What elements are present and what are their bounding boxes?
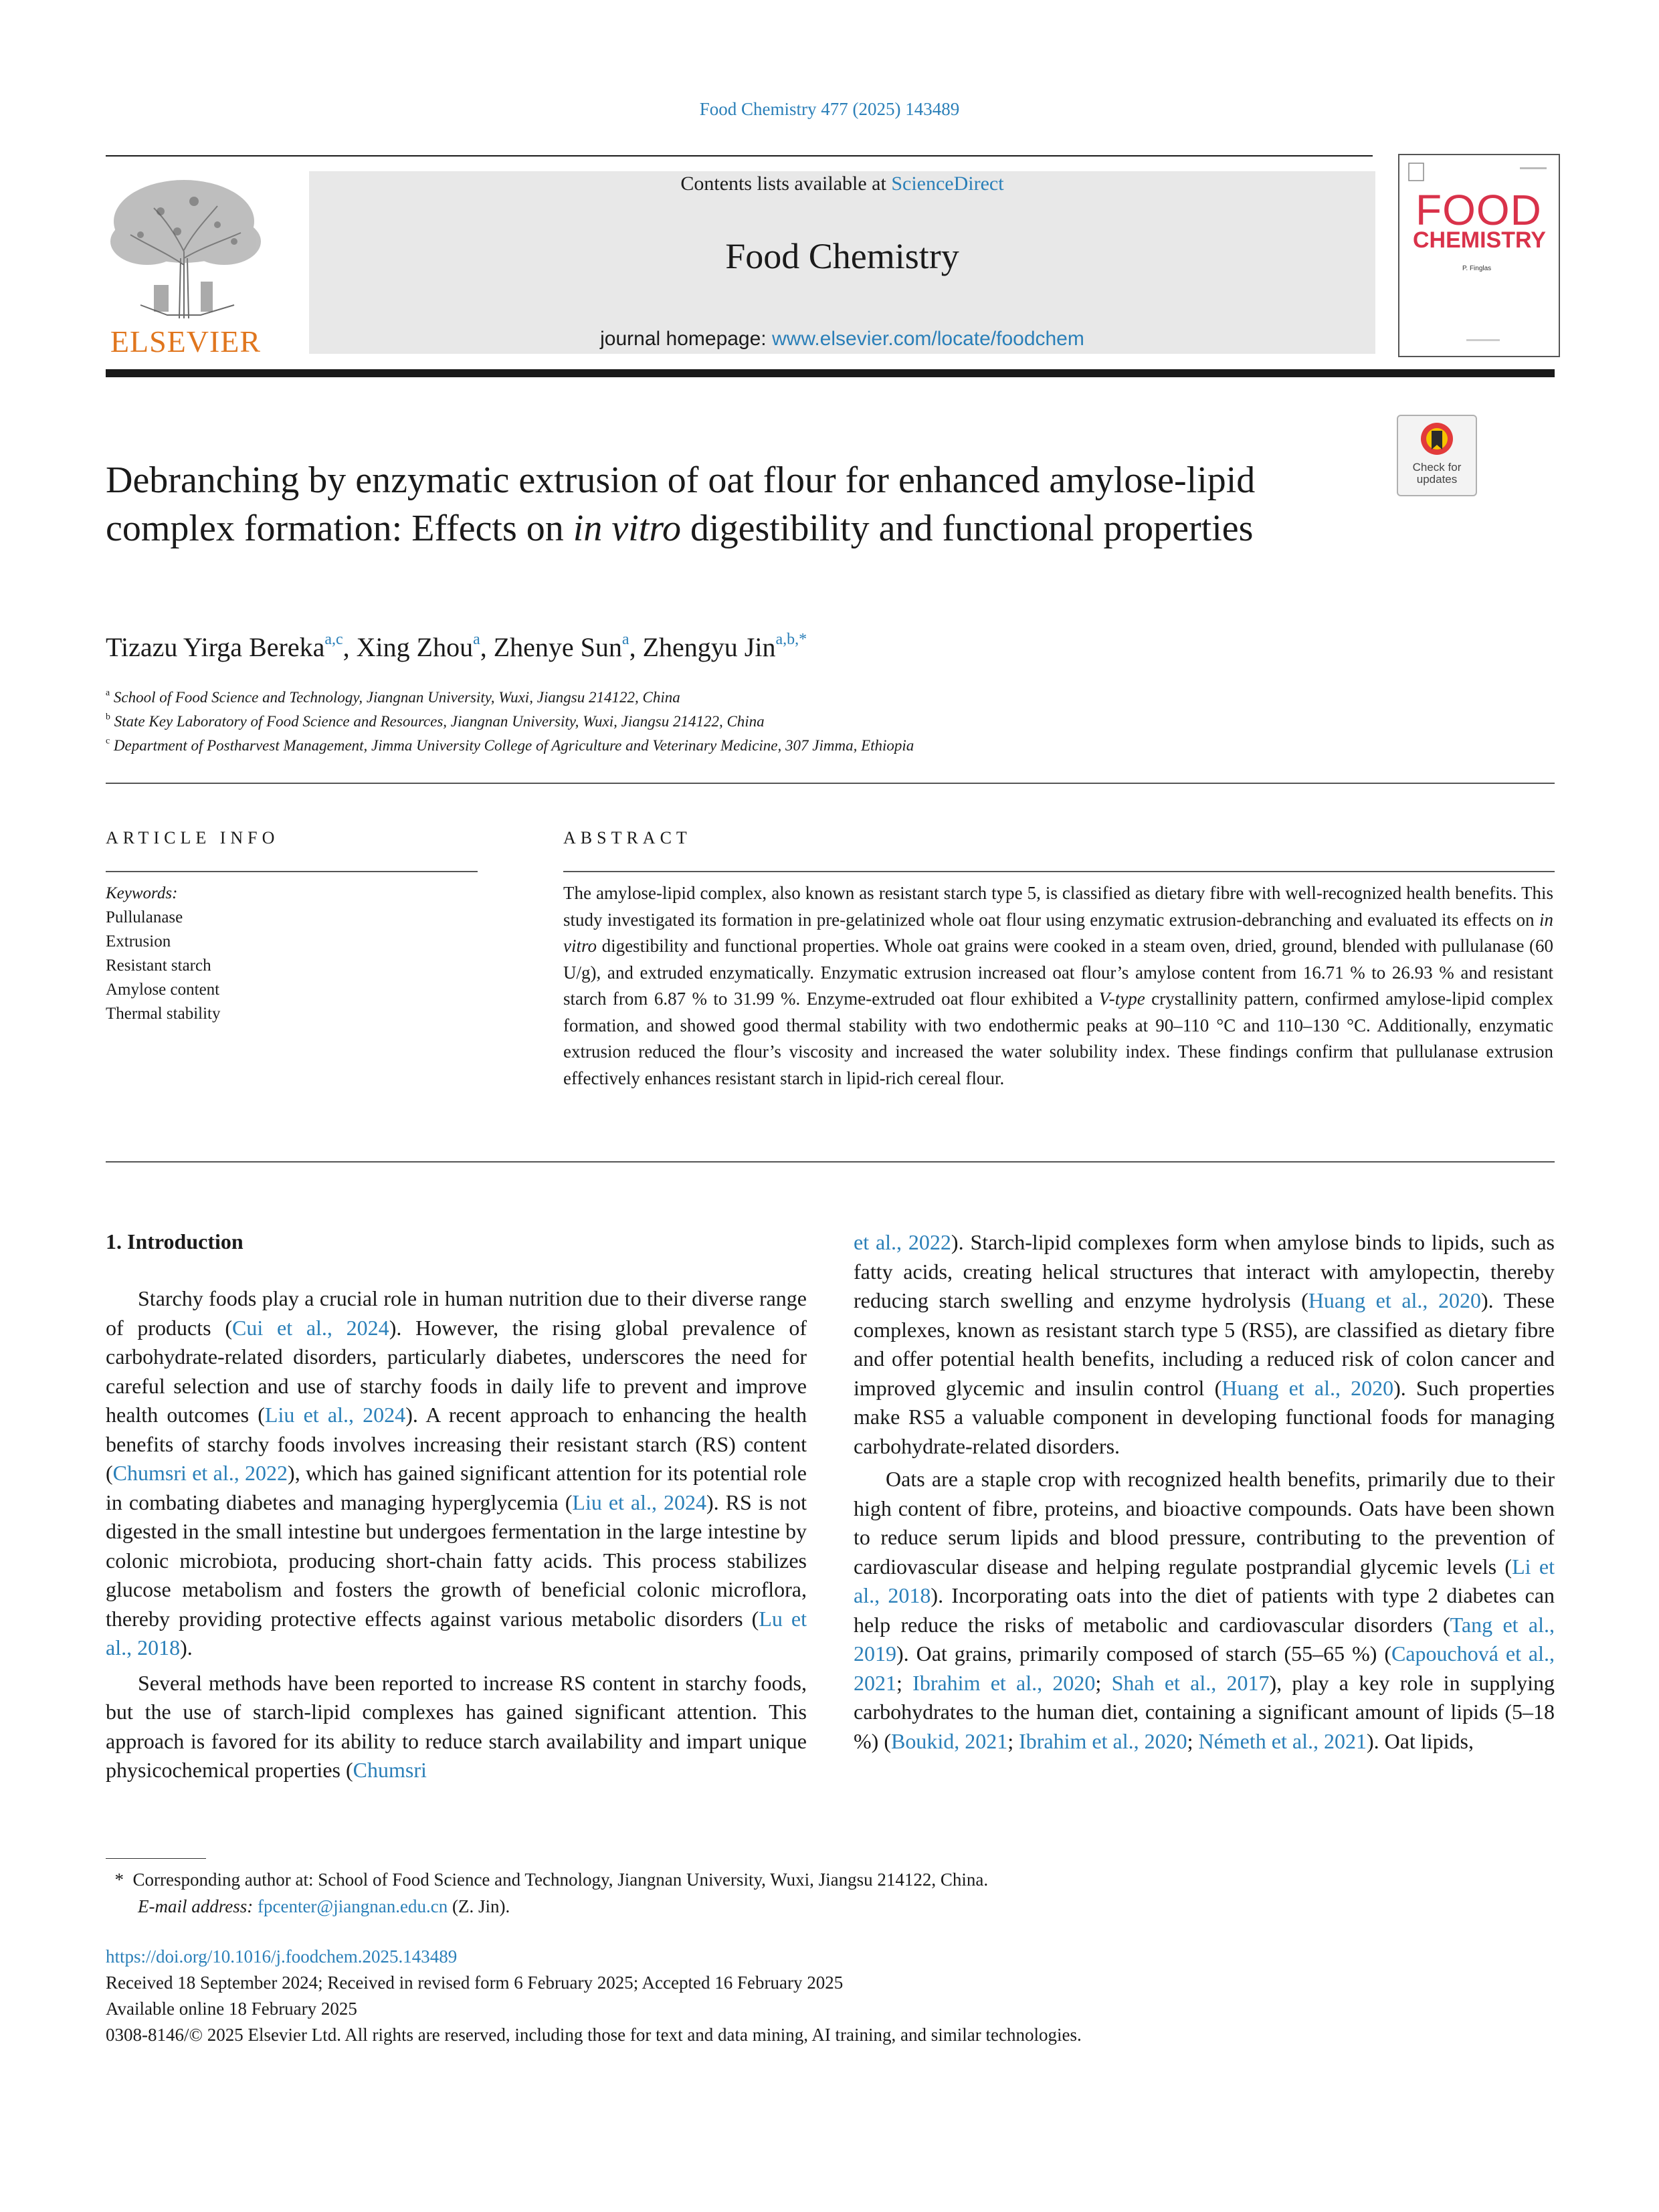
keywords-block bbox=[106, 882, 220, 1026]
article-info-heading: ARTICLE INFO bbox=[106, 828, 280, 847]
text-run: ). Oat lipids, bbox=[1366, 1728, 1474, 1753]
affiliation-mark: b bbox=[106, 711, 110, 722]
citation-link[interactable]: Ibrahim et al., 2020 bbox=[1019, 1728, 1187, 1753]
journal-homepage bbox=[309, 328, 1375, 350]
contents-availability bbox=[309, 173, 1375, 195]
email-suffix: (Z. Jin). bbox=[448, 1896, 510, 1916]
email-label: E-mail address: bbox=[138, 1896, 254, 1916]
abstract-segment: The amylose-lipid complex, also known as resistant starch type 5, is classified as dietary fibre with well-recognized health benefits. This study investigated its formation in pre-gelatinized whole oat flour using enzymatic extrusion-debranching and evaluated its effects on bbox=[563, 883, 1553, 930]
body-paragraph bbox=[854, 1228, 1555, 1461]
text-run: ). Oat grains, primarily composed of starch (55–65 %) ( bbox=[896, 1641, 1391, 1666]
corresponding-author-text: Corresponding author at: School of Food Science and Technology, Jiangnan University, Wuxi, Jiangsu 214122, China. bbox=[132, 1870, 989, 1890]
affiliation-text: Department of Postharvest Management, Jimma University College of Agriculture and Veterinary Medicine, 307 Jimma, Ethiopia bbox=[113, 737, 914, 754]
keywords-label: Keywords: bbox=[106, 884, 178, 902]
abstract-segment: crystallinity pattern, confirmed amylose-lipid complex formation, and showed good thermal stability with two endothermic peaks at 90–110 °C and 110–130 °C. Additionally, enzymatic extrusion reduced the flour’s viscosity and increased the water solubility index. These findings confirm that pullulanase extrusion effectively enhances resistant starch in lipid-rich cereal flour. bbox=[563, 989, 1553, 1088]
citation-link[interactable]: Tang et al., 2019 bbox=[854, 1612, 1555, 1666]
citation-link[interactable]: Huang et al., 2020 bbox=[1222, 1375, 1394, 1400]
received-dates: Received 18 September 2024; Received in revised form 6 February 2025; Accepted 16 February 2025 bbox=[106, 1973, 844, 1993]
journal-citation-link[interactable]: Food Chemistry 477 (2025) 143489 bbox=[699, 99, 960, 119]
journal-cover-thumbnail[interactable] bbox=[1398, 154, 1560, 357]
text-run: Oats are a staple crop with recognized health benefits, primarily due to their high content of fibre, proteins, and bioactive compounds. Oats have been shown to reduce serum lipids and blood pressure, contributing to the prevention of cardiovascular disease and helping regulate postprandial glycemic levels ( bbox=[854, 1467, 1555, 1579]
text-run: ; bbox=[1095, 1670, 1112, 1695]
text-run: ). A recent approach to enhancing the health benefits of starchy foods involves increasing their resistant starch (RS) content ( bbox=[106, 1403, 807, 1485]
citation-link[interactable]: Chumsri bbox=[353, 1758, 427, 1782]
keyword-item: Pullulanase bbox=[106, 908, 183, 926]
abstract-rule bbox=[563, 871, 1555, 872]
sciencedirect-link[interactable]: ScienceDirect bbox=[891, 173, 1004, 195]
text-run: ; bbox=[1007, 1728, 1019, 1753]
affiliation-text: State Key Laboratory of Food Science and Resources, Jiangnan University, Wuxi, Jiangsu 214122, China bbox=[114, 713, 765, 730]
text-run: ). Incorporating oats into the diet of patients with type 2 diabetes can help reduce the risks of metabolic and cardiovascular disorders ( bbox=[854, 1583, 1555, 1637]
elsevier-wordmark: ELSEVIER bbox=[110, 324, 262, 359]
abstract-text bbox=[563, 880, 1553, 1092]
copyright-notice: 0308-8146/© 2025 Elsevier Ltd. All rights are reserved, including those for text and data mining, AI training, and similar technologies. bbox=[106, 2025, 1082, 2045]
article-footer bbox=[106, 1944, 1082, 2048]
author-list bbox=[106, 631, 807, 663]
citation-link[interactable]: Liu et al., 2024 bbox=[264, 1403, 406, 1427]
footnote-rule bbox=[106, 1858, 206, 1859]
citation-link[interactable]: Ibrahim et al., 2020 bbox=[912, 1670, 1096, 1695]
title-part-2: digestibility and functional properties bbox=[681, 508, 1254, 549]
citation-link[interactable]: Shah et al., 2017 bbox=[1111, 1670, 1270, 1695]
text-run: ). RS is not digested in the small intestine but undergoes fermentation in the large intestine by colonic microbiota, producing short-chain fatty acids. This process stabilizes glucose metabolism and fosters the growth of beneficial colonic microflora, thereby providing protective effects against various metabolic disorders ( bbox=[106, 1490, 807, 1631]
doi-link[interactable]: https://doi.org/10.1016/j.foodchem.2025.143489 bbox=[106, 1946, 458, 1967]
author-affiliation-marks[interactable]: a,c bbox=[324, 631, 343, 648]
citation-link[interactable]: Lu et al., 2018 bbox=[106, 1606, 807, 1660]
journal-name: Food Chemistry bbox=[725, 236, 959, 276]
author-name: Zhengyu Jin bbox=[642, 632, 776, 662]
header-top-rule bbox=[106, 155, 1373, 157]
body-column-left bbox=[106, 1284, 807, 1785]
affiliation bbox=[106, 713, 765, 730]
email-link[interactable]: fpcenter@jiangnan.edu.cn bbox=[257, 1896, 448, 1916]
check-for-updates-label: Check for updates bbox=[1412, 461, 1462, 486]
body-paragraph bbox=[106, 1284, 807, 1663]
author-name: Zhenye Sun bbox=[493, 632, 622, 662]
footnote-line bbox=[106, 1866, 988, 1893]
affiliation-mark: a bbox=[106, 687, 110, 698]
section-heading-introduction: 1. Introduction bbox=[106, 1229, 243, 1253]
affiliation-mark: c bbox=[106, 735, 110, 746]
author-affiliation-marks[interactable]: a bbox=[621, 631, 629, 648]
article-info-rule bbox=[106, 871, 478, 872]
header-thick-rule bbox=[106, 369, 1555, 377]
body-paragraph bbox=[106, 1669, 807, 1785]
author-affiliation-marks[interactable]: a bbox=[473, 631, 480, 648]
text-run: ), play a key role in supplying carbohydrates to the human diet, containing a significant amount of lipids (5–18 %) ( bbox=[854, 1670, 1555, 1753]
keyword-item: Resistant starch bbox=[106, 957, 211, 975]
keyword-item: Extrusion bbox=[106, 932, 171, 950]
footnote-mark: * bbox=[114, 1870, 124, 1890]
text-run: ). bbox=[180, 1635, 193, 1660]
title-part-1: Debranching by enzymatic extrusion of oat flour for enhanced amylose-lipid complex formation: Effects on bbox=[106, 460, 1256, 549]
text-run: ), which has gained significant attention for its potential role in combating diabetes and managing hyperglycemia ( bbox=[106, 1461, 807, 1514]
text-run: Starchy foods play a crucial role in human nutrition due to their diverse range of products ( bbox=[106, 1286, 807, 1340]
available-online: Available online 18 February 2025 bbox=[106, 1999, 357, 2019]
author-separator: , bbox=[343, 632, 357, 662]
homepage-link[interactable]: www.elsevier.com/locate/foodchem bbox=[771, 328, 1084, 350]
corresponding-author-footnote bbox=[106, 1866, 988, 1920]
author-name: Tizazu Yirga Bereka bbox=[106, 632, 325, 662]
body-paragraph bbox=[854, 1465, 1555, 1756]
text-run: Several methods have been reported to increase RS content in starchy foods, but the use of starch-lipid complexes has gained significant attention. This approach is favored for its ability to reduce starch availability and impart unique physicochemical properties ( bbox=[106, 1670, 807, 1782]
affiliation-rule bbox=[106, 783, 1555, 784]
text-run: ). These complexes, known as resistant starch type 5 (RS5), are classified as dietary fibre and offer potential health benefits, including a reduced risk of colon cancer and improved glycemic and insulin control ( bbox=[854, 1288, 1555, 1400]
citation-link[interactable]: Capouchová et al., 2021 bbox=[854, 1641, 1555, 1695]
text-run: ; bbox=[1187, 1728, 1199, 1753]
text-run: ). However, the rising global prevalence of carbohydrate-related disorders, particularly diabetes, underscores the need for careful selection and use of starchy foods in daily life to prevent and improve health outcomes ( bbox=[106, 1315, 807, 1427]
text-run: ). Starch-lipid complexes form when amylose binds to lipids, such as fatty acids, creating helical structures that interact with amylopectin, thereby reducing starch swelling and enzyme hydrolysis ( bbox=[854, 1230, 1555, 1312]
text-run: ). Such properties make RS5 a valuable component in developing functional foods for managing carbohydrate-related disorders. bbox=[854, 1375, 1555, 1458]
text-run: ; bbox=[896, 1670, 913, 1695]
citation-link[interactable]: Liu et al., 2024 bbox=[572, 1490, 706, 1514]
abstract-heading: ABSTRACT bbox=[563, 828, 692, 847]
citation-link[interactable]: Németh et al., 2021 bbox=[1198, 1728, 1367, 1753]
citation-link[interactable]: Huang et al., 2020 bbox=[1308, 1288, 1481, 1312]
body-column-right bbox=[854, 1228, 1555, 1756]
abstract-bottom-rule bbox=[106, 1161, 1555, 1163]
author-name: Xing Zhou bbox=[356, 632, 474, 662]
affiliation bbox=[106, 689, 680, 706]
cover-title-food: FOOD bbox=[1416, 186, 1542, 234]
cover-title-chemistry: CHEMISTRY bbox=[1413, 227, 1546, 253]
citation-link[interactable]: et al., 2022 bbox=[854, 1230, 951, 1254]
footnote-email-line bbox=[106, 1893, 988, 1920]
affiliation-text: School of Food Science and Technology, Jiangnan University, Wuxi, Jiangsu 214122, China bbox=[113, 689, 680, 706]
citation-link[interactable]: Chumsri et al., 2022 bbox=[112, 1461, 288, 1485]
author-separator: , bbox=[629, 632, 643, 662]
keyword-item: Amylose content bbox=[106, 981, 220, 999]
title-italic: in vitro bbox=[573, 508, 682, 549]
bookmark-icon bbox=[1398, 416, 1476, 463]
citation-link[interactable]: Li et al., 2018 bbox=[854, 1554, 1555, 1607]
author-affiliation-marks[interactable]: a,b,* bbox=[775, 631, 807, 648]
author-separator: , bbox=[480, 632, 494, 662]
abstract-segment: digestibility and functional properties. Whole oat grains were cooked in a steam oven, dried, ground, blended with pullulanase (60 U/g), and extruded enzymatically. Enzymatic extrusion increased oat flour’s amylose content from 16.71 % to 26.93 % and resistant starch from 6.87 % to 31.99 %. Enzyme-extruded oat flour exhibited a bbox=[563, 936, 1553, 1009]
abstract-italic: in vitro bbox=[563, 909, 1553, 956]
citation-link[interactable]: Boukid, 2021 bbox=[890, 1728, 1008, 1753]
abstract-italic: V-type bbox=[1098, 989, 1145, 1009]
contents-prefix: Contents lists available at bbox=[680, 173, 892, 195]
cover-editor: P. Finglas bbox=[1462, 265, 1492, 272]
article-title bbox=[106, 456, 1390, 552]
affiliation bbox=[106, 737, 914, 755]
keyword-item: Thermal stability bbox=[106, 1005, 221, 1023]
homepage-prefix: journal homepage: bbox=[600, 328, 772, 350]
citation-link[interactable]: Cui et al., 2024 bbox=[232, 1315, 389, 1340]
